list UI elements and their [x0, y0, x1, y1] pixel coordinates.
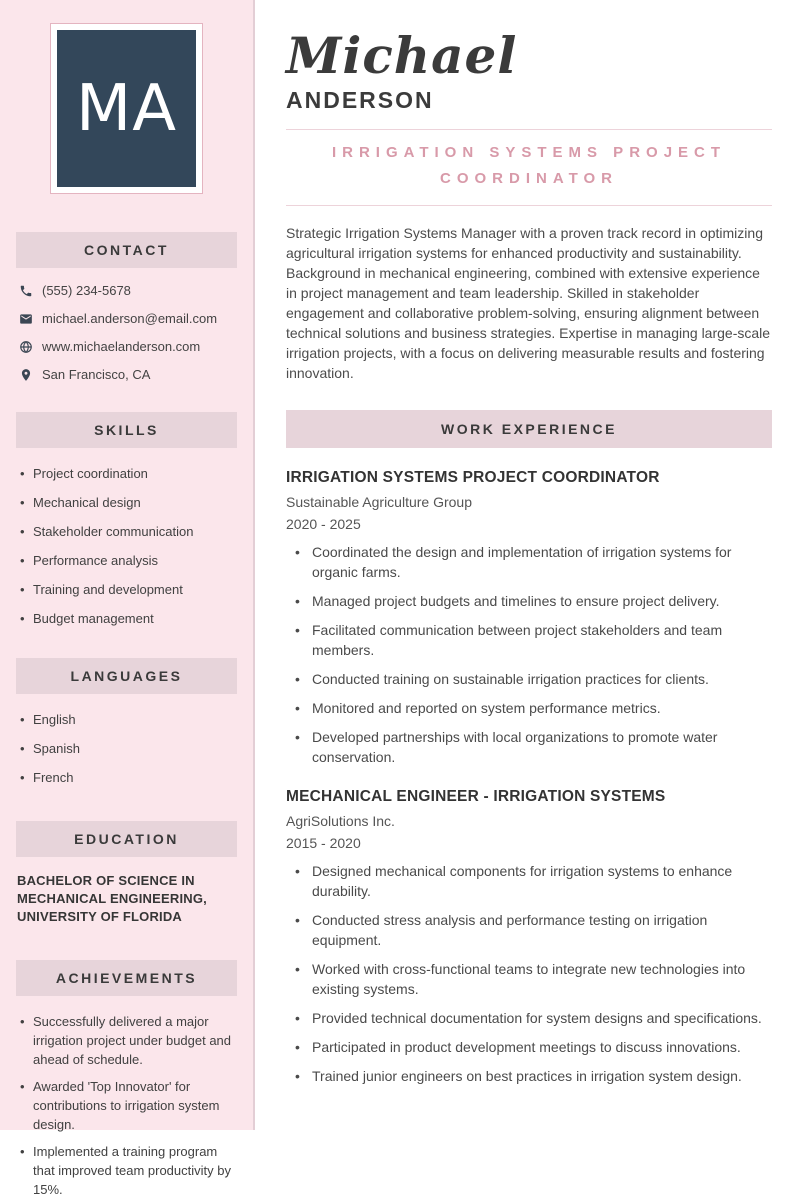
achievement-item: • Implemented a training program that improved team productivity by 15%. — [20, 1142, 241, 1199]
globe-icon — [19, 340, 33, 354]
professional-summary: Strategic Irrigation Systems Manager with a proven track record in optimizing agricultural irrigation systems for enhanced productivity and sustainability. Background in mechanical engineering, combined with extensive experience in project management and team leadership. Skilled in stakeholder engagement and collaborative problem-solving, ensuring alignment between technical solutions and business strategies. Expertise in managing large-scale irrigation projects, with a focus on delivering measurable results and fostering innovation. — [286, 225, 771, 381]
contact-phone-row — [19, 283, 239, 298]
languages-list — [0, 694, 253, 787]
contact-phone-value: (555) 234-5678 — [42, 283, 131, 298]
contact-location-row — [19, 367, 239, 382]
monogram-box — [57, 30, 196, 187]
skill-item: • Training and development — [20, 580, 241, 599]
contact-website-value: www.michaelanderson.com — [42, 339, 201, 354]
job-bullet: • Worked with cross-functional teams to integrate new technologies into existing systems. — [295, 959, 772, 999]
job-company: AgriSolutions Inc. — [286, 813, 395, 829]
achievements-list — [0, 996, 253, 1199]
job-company: Sustainable Agriculture Group — [286, 494, 472, 510]
phone-icon — [19, 284, 33, 298]
achievement-item: • Awarded 'Top Innovator' for contributions to irrigation system design. — [20, 1077, 241, 1134]
skills-list — [0, 448, 253, 628]
skills-section-heading: SKILLS — [16, 412, 237, 448]
monogram-initials: MA — [76, 71, 177, 146]
skill-item: • Project coordination — [20, 464, 241, 483]
languages-section-heading: LANGUAGES — [16, 658, 237, 694]
sidebar — [0, 0, 255, 1197]
achievement-item: • Successfully delivered a major irrigation project under budget and ahead of schedule. — [20, 1012, 241, 1069]
language-item: • English — [20, 710, 241, 729]
job-bullet: • Monitored and reported on system performance metrics. — [295, 698, 772, 718]
contact-location-value: San Francisco, CA — [42, 367, 151, 382]
job-title: IRRIGATION SYSTEMS PROJECT COORDINATOR — [286, 469, 660, 486]
job-dates: 2015 - 2020 — [286, 835, 361, 851]
job-entry — [286, 788, 772, 1086]
skill-item: • Performance analysis — [20, 551, 241, 570]
contact-website-row — [19, 339, 239, 354]
education-section-heading: EDUCATION — [16, 821, 237, 857]
job-entry — [286, 469, 772, 767]
skill-item: • Stakeholder communication — [20, 522, 241, 541]
headline-job-title: IRRIGATION SYSTEMS PROJECT COORDINATOR — [331, 144, 727, 187]
job-bullet: • Managed project budgets and timelines to ensure project delivery. — [295, 591, 772, 611]
contact-section-heading: CONTACT — [16, 232, 237, 268]
language-item: • French — [20, 768, 241, 787]
main-column — [255, 0, 800, 1130]
job-bullet: • Provided technical documentation for system designs and specifications. — [295, 1008, 772, 1028]
contact-list — [0, 268, 253, 382]
location-pin-icon — [19, 368, 33, 382]
job-bullet-list — [286, 542, 772, 767]
job-bullet-list — [286, 861, 772, 1086]
skill-item: • Mechanical design — [20, 493, 241, 512]
work-experience-heading: WORK EXPERIENCE — [286, 410, 772, 448]
job-dates: 2020 - 2025 — [286, 516, 361, 532]
job-bullet: • Facilitated communication between project stakeholders and team members. — [295, 620, 772, 660]
education-degree: BACHELOR OF SCIENCE IN MECHANICAL ENGINEERING, UNIVERSITY OF FLORIDA — [17, 873, 207, 924]
job-title: MECHANICAL ENGINEER - IRRIGATION SYSTEMS — [286, 788, 666, 805]
job-bullet: • Designed mechanical components for irrigation systems to enhance durability. — [295, 861, 772, 901]
divider-bottom — [286, 205, 772, 206]
achievements-section-heading: ACHIEVEMENTS — [16, 960, 237, 996]
language-item: • Spanish — [20, 739, 241, 758]
email-icon — [19, 312, 33, 326]
first-name: Michael — [286, 26, 518, 85]
contact-email-value: michael.anderson@email.com — [42, 311, 218, 326]
job-bullet: • Developed partnerships with local organizations to promote water conservation. — [295, 727, 772, 767]
job-bullet: • Participated in product development meetings to discuss innovations. — [295, 1037, 772, 1057]
photo-frame — [50, 23, 203, 194]
job-bullet: • Conducted training on sustainable irrigation practices for clients. — [295, 669, 772, 689]
job-bullet: • Coordinated the design and implementation of irrigation systems for organic farms. — [295, 542, 772, 582]
job-bullet: • Conducted stress analysis and performance testing on irrigation equipment. — [295, 910, 772, 950]
last-name: ANDERSON — [286, 87, 434, 113]
skill-item: • Budget management — [20, 609, 241, 628]
contact-email-row — [19, 311, 239, 326]
job-bullet: • Trained junior engineers on best practices in irrigation system design. — [295, 1066, 772, 1086]
